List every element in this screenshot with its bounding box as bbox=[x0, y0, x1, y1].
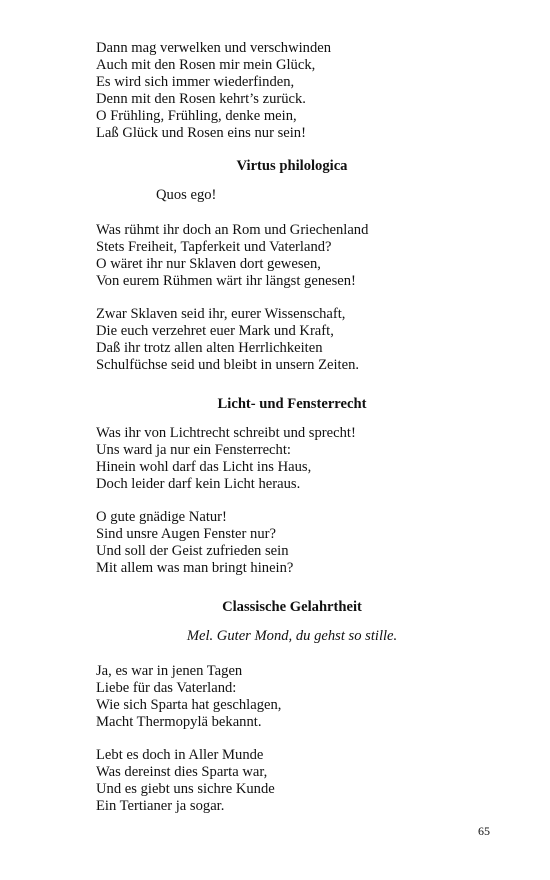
poem-line: Es wird sich immer wiederfinden, bbox=[96, 74, 295, 90]
licht-stanza-2 bbox=[96, 509, 496, 577]
poem-line: Liebe für das Vaterland: bbox=[96, 680, 237, 696]
poem-motto-virtus: Quos ego! bbox=[156, 187, 217, 203]
poem-line: Macht Thermopylä bekannt. bbox=[96, 714, 262, 730]
classische-stanza-1 bbox=[96, 663, 496, 731]
poem-title-classische: Classische Gelahrtheit bbox=[222, 599, 362, 615]
page-body bbox=[96, 40, 496, 831]
poem-line: Daß ihr trotz allen alten Herrlichkeiten bbox=[96, 340, 323, 356]
poem-motto-classische: Mel. Guter Mond, du gehst so stille. bbox=[186, 628, 398, 644]
page-number: 65 bbox=[478, 824, 490, 838]
poem-line: Mit allem was man bringt hinein? bbox=[96, 560, 294, 576]
poem-line: Was dereinst dies Sparta war, bbox=[96, 764, 268, 780]
poem-line: Ein Tertianer ja sogar. bbox=[96, 798, 225, 814]
poem-line: Wie sich Sparta hat geschlagen, bbox=[96, 697, 282, 713]
licht-stanza-1 bbox=[96, 425, 496, 493]
virtus-stanza-1 bbox=[96, 222, 496, 290]
poem-line: O Frühling, Frühling, denke mein, bbox=[96, 108, 297, 124]
poem-line: Sind unsre Augen Fenster nur? bbox=[96, 526, 276, 542]
poem-line: O wäret ihr nur Sklaven dort gewesen, bbox=[96, 256, 321, 272]
poem-end-stanza bbox=[96, 40, 496, 142]
poem-line: Und es giebt uns sichre Kunde bbox=[96, 781, 275, 797]
poem-line: Laß Glück und Rosen eins nur sein! bbox=[96, 125, 306, 141]
poem-line: Zwar Sklaven seid ihr, eurer Wissenschaft, bbox=[96, 306, 346, 322]
poem-line: Uns ward ja nur ein Fensterrecht: bbox=[96, 442, 291, 458]
poem-line: Auch mit den Rosen mir mein Glück, bbox=[96, 57, 316, 73]
poem-line: Doch leider darf kein Licht heraus. bbox=[96, 476, 301, 492]
poem-line: Und soll der Geist zufrieden sein bbox=[96, 543, 289, 559]
poem-line: Die euch verzehret euer Mark und Kraft, bbox=[96, 323, 334, 339]
poem-line: Stets Freiheit, Tapferkeit und Vaterland? bbox=[96, 239, 332, 255]
poem-line: Was ihr von Lichtrecht schreibt und sprecht! bbox=[96, 425, 356, 441]
poem-line: Denn mit den Rosen kehrt’s zurück. bbox=[96, 91, 306, 107]
poem-line: Was rühmt ihr doch an Rom und Griechenland bbox=[96, 222, 369, 238]
poem-line: Lebt es doch in Aller Munde bbox=[96, 747, 264, 763]
poem-title-virtus: Virtus philologica bbox=[236, 158, 348, 174]
poem-line: Dann mag verwelken und verschwinden bbox=[96, 40, 332, 56]
poem-line: Ja, es war in jenen Tagen bbox=[96, 663, 243, 679]
poem-line: Hinein wohl darf das Licht ins Haus, bbox=[96, 459, 312, 475]
classische-stanza-2 bbox=[96, 747, 496, 815]
poem-line: Von eurem Rühmen wärt ihr längst genesen! bbox=[96, 273, 356, 289]
poem-line: Schulfüchse seid und bleibt in unsern Zeiten. bbox=[96, 357, 360, 373]
virtus-stanza-2 bbox=[96, 306, 496, 374]
poem-title-licht: Licht- und Fensterrecht bbox=[217, 396, 367, 412]
poem-line: O gute gnädige Natur! bbox=[96, 509, 227, 525]
